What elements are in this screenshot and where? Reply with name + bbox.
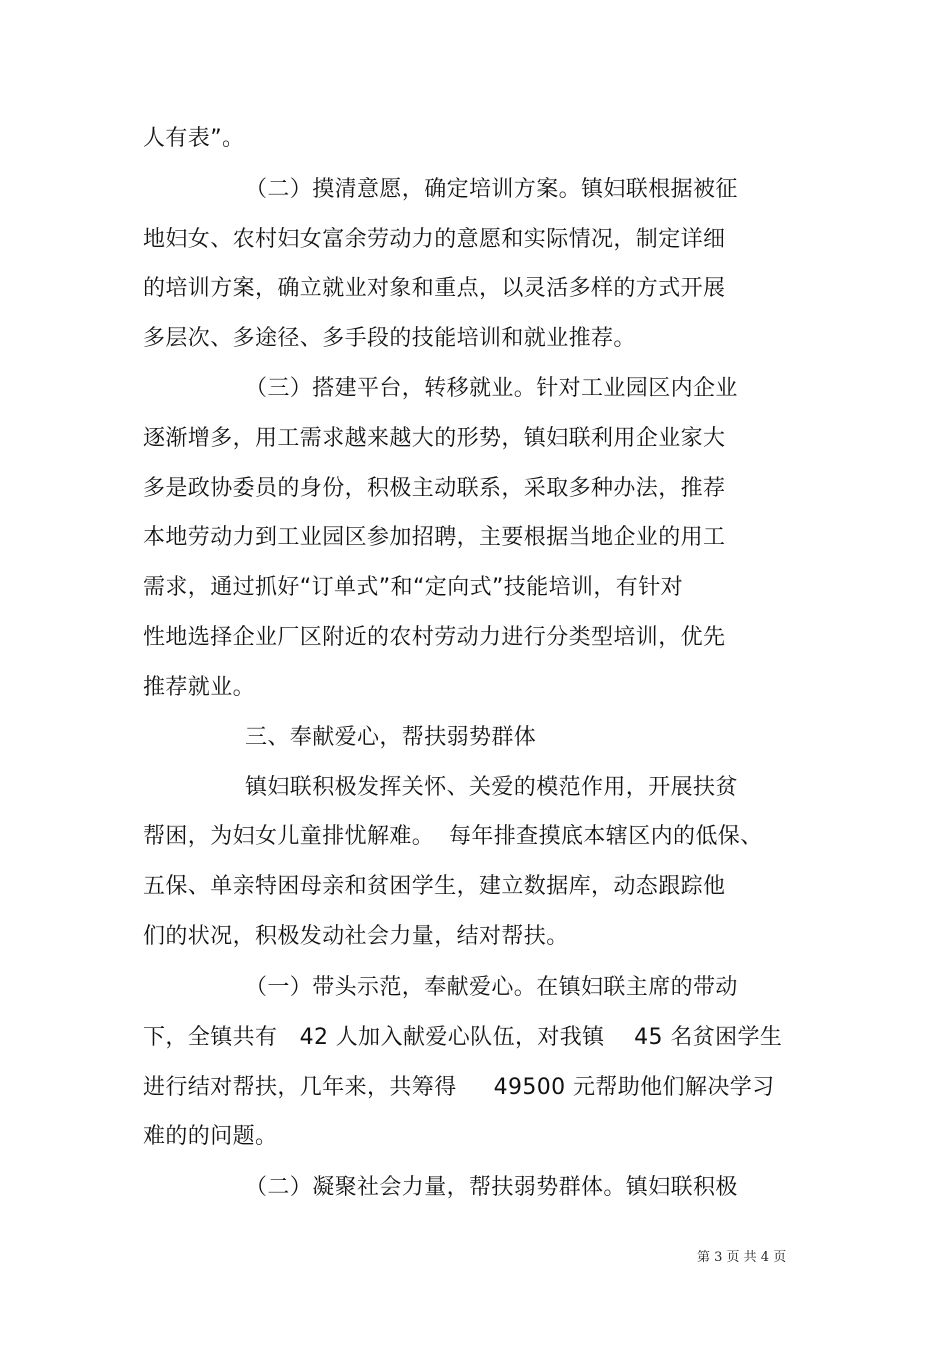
text-line: （三）搭建平台，转移就业。针对工业园区内企业 bbox=[245, 376, 738, 401]
text-line: 五保、单亲特困母亲和贫困学生，建立数据库，动态跟踪他 bbox=[143, 874, 726, 899]
text-line: 逐渐增多，用工需求越来越大的形势，镇妇联利用企业家大 bbox=[143, 426, 726, 451]
text-line: 们的状况，积极发动社会力量，结对帮扶。 bbox=[143, 924, 569, 949]
text-line: 需求，通过抓好“订单式”和“定向式”技能培训，有针对 bbox=[143, 575, 683, 600]
text-line: （二）凝聚社会力量，帮扶弱势群体。镇妇联积极 bbox=[245, 1175, 738, 1200]
page-number-footer: 第 3 页 共 4 页 bbox=[697, 1250, 787, 1265]
text-line: 人有表”。 bbox=[143, 126, 245, 151]
text-line: 多层次、多途径、多手段的技能培训和就业推荐。 bbox=[143, 326, 636, 351]
text-line: 下，全镇共有 42 人加入献爱心队伍，对我镇 45 名贫困学生 bbox=[143, 1025, 783, 1050]
text-line: 推荐就业。 bbox=[143, 675, 256, 700]
text-line: 难的的问题。 bbox=[143, 1124, 278, 1149]
text-line: 本地劳动力到工业园区参加招聘，主要根据当地企业的用工 bbox=[143, 525, 726, 550]
text-line: 的培训方案，确立就业对象和重点，以灵活多样的方式开展 bbox=[143, 276, 726, 301]
text-line: （一）带头示范，奉献爱心。在镇妇联主席的带动 bbox=[245, 975, 738, 1000]
text-line: 镇妇联积极发挥关怀、关爱的模范作用，开展扶贫 bbox=[245, 775, 738, 800]
text-line: 进行结对帮扶，几年来，共筹得 49500 元帮助他们解决学习 bbox=[143, 1075, 775, 1100]
text-line: 多是政协委员的身份，积极主动联系，采取多种办法，推荐 bbox=[143, 476, 726, 501]
text-line: 地妇女、农村妇女富余劳动力的意愿和实际情况，制定详细 bbox=[143, 227, 726, 252]
section-heading: 三、奉献爱心，帮扶弱势群体 bbox=[245, 725, 537, 750]
text-line: 性地选择企业厂区附近的农村劳动力进行分类型培训，优先 bbox=[143, 625, 726, 650]
text-line: 帮困，为妇女儿童排忧解难。 每年排查摸底本辖区内的低保、 bbox=[143, 824, 763, 849]
text-line: （二）摸清意愿，确定培训方案。镇妇联根据被征 bbox=[245, 177, 738, 202]
